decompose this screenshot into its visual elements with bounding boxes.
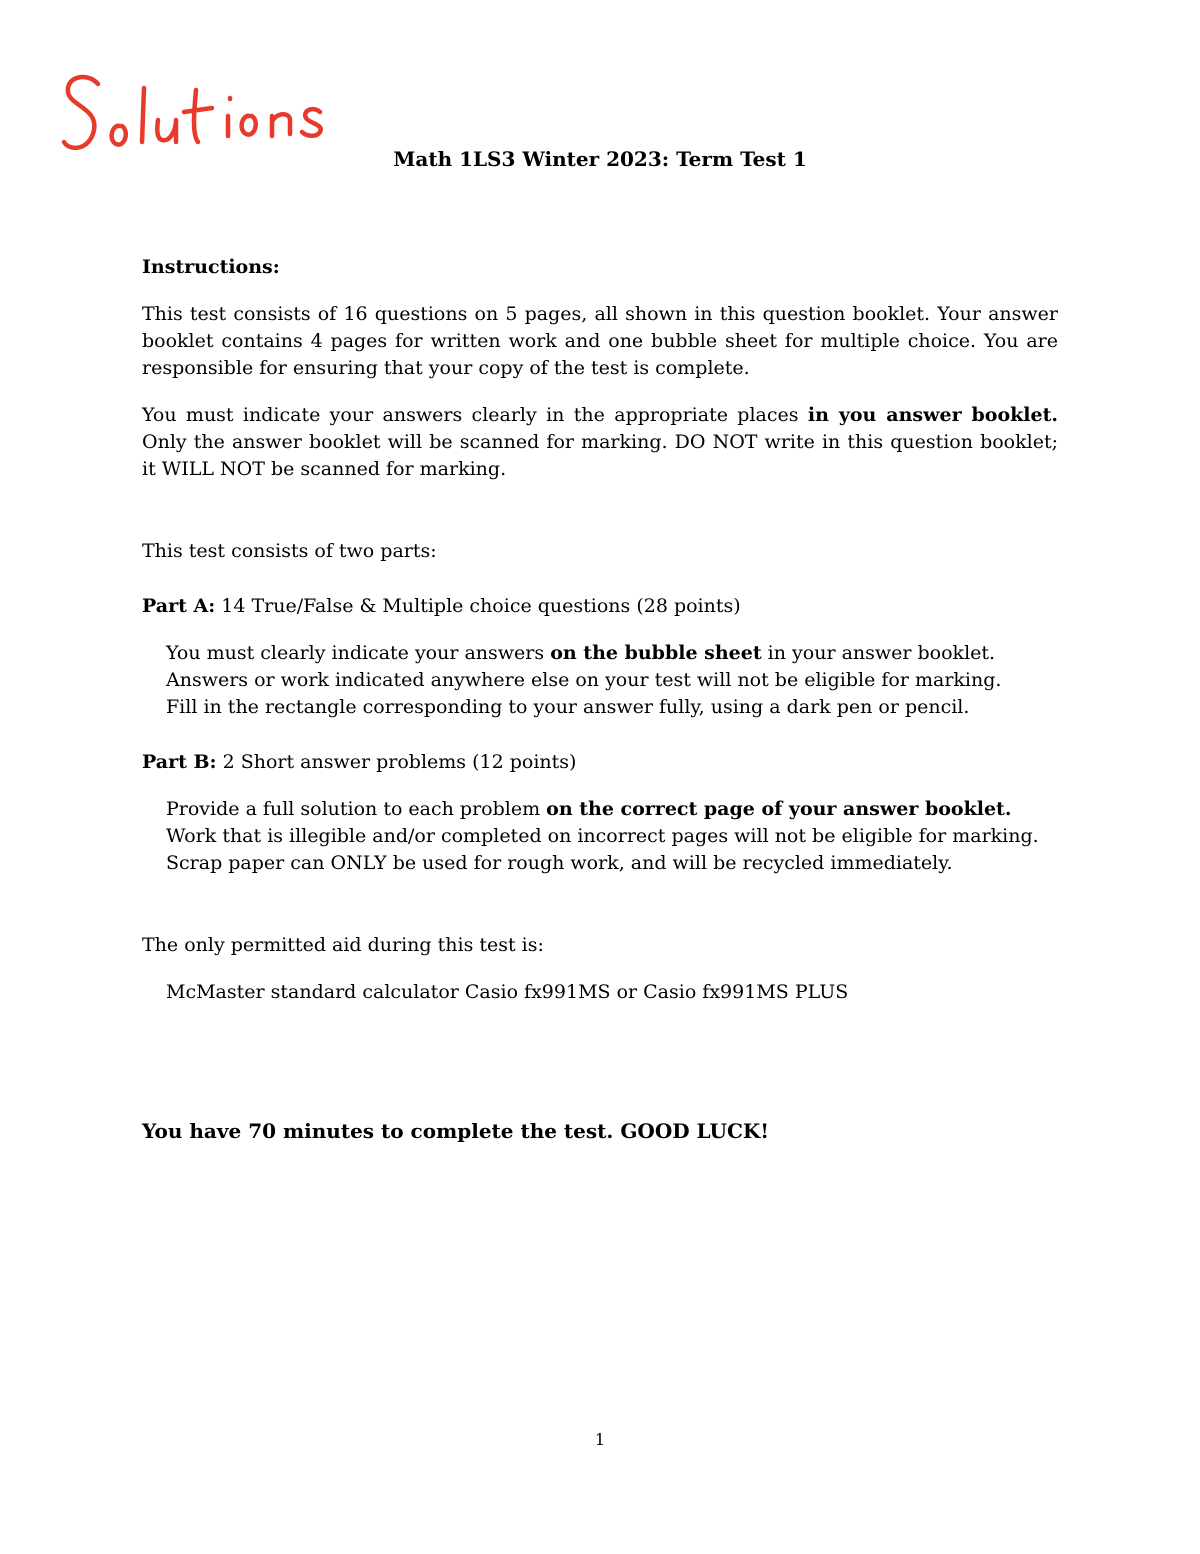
part-a-heading: [142, 593, 1058, 620]
part-a-line-1-rest: in your answer booklet.: [761, 642, 996, 664]
part-a-details: [142, 640, 1058, 721]
page-number: 1: [594, 1430, 606, 1449]
solutions-handwriting: [64, 77, 321, 148]
instructions-body: [142, 254, 1058, 1145]
part-a-line-1-text: You must clearly indicate your answers: [166, 642, 551, 664]
part-a-description: 14 True/False & Multiple choice questions (28 points): [215, 595, 741, 617]
part-b-label: Part B:: [142, 751, 217, 773]
part-b-line-1-emphasis: on the correct page of your answer booklet.: [546, 798, 1012, 820]
part-b-line-1-text: Provide a full solution to each problem: [166, 798, 547, 820]
instructions-paragraph-2: [142, 402, 1058, 483]
aids-calculator: McMaster standard calculator Casio fx991MS or Casio fx991MS PLUS: [166, 981, 849, 1003]
para2-text-rest: Only the answer booklet will be scanned for marking. DO NOT write in this question booklet; it WILL NOT be scanned for marking.: [142, 431, 1058, 480]
part-a-line-1: [166, 640, 1058, 667]
part-b-line-2: Work that is illegible and/or completed on incorrect pages will not be eligible for marking.: [166, 825, 1039, 847]
aids-intro: The only permitted aid during this test is:: [142, 934, 544, 956]
instructions-heading: Instructions:: [142, 256, 280, 278]
parts-intro: This test consists of two parts:: [142, 540, 437, 562]
part-b-heading: [142, 749, 1058, 776]
part-b-description: 2 Short answer problems (12 points): [216, 751, 577, 773]
para2-text: You must indicate your answers clearly in the appropriate places: [142, 404, 808, 426]
page-title: Math 1LS3 Winter 2023: Term Test 1: [393, 147, 807, 171]
part-b-line-3: Scrap paper can ONLY be used for rough work, and will be recycled immediately.: [166, 852, 953, 874]
para2-emphasis: in you answer booklet.: [807, 404, 1059, 426]
part-a-line-1-emphasis: on the bubble sheet: [550, 642, 762, 664]
closing-message: You have 70 minutes to complete the test. GOOD LUCK!: [142, 1119, 770, 1143]
instructions-paragraph-1: This test consists of 16 questions on 5 pages, all shown in this question booklet. Your answer booklet contains 4 pages for written work and one bubble sheet for multiple choice. You are responsible for ensuring that your copy of the test is complete.: [142, 303, 1058, 379]
part-b-details: [142, 796, 1058, 877]
part-b-line-1: [166, 796, 1058, 823]
part-a-label: Part A:: [142, 595, 216, 617]
part-a-line-2: Answers or work indicated anywhere else on your test will not be eligible for marking.: [166, 669, 1002, 691]
part-a-line-3: Fill in the rectangle corresponding to your answer fully, using a dark pen or pencil.: [166, 696, 970, 718]
